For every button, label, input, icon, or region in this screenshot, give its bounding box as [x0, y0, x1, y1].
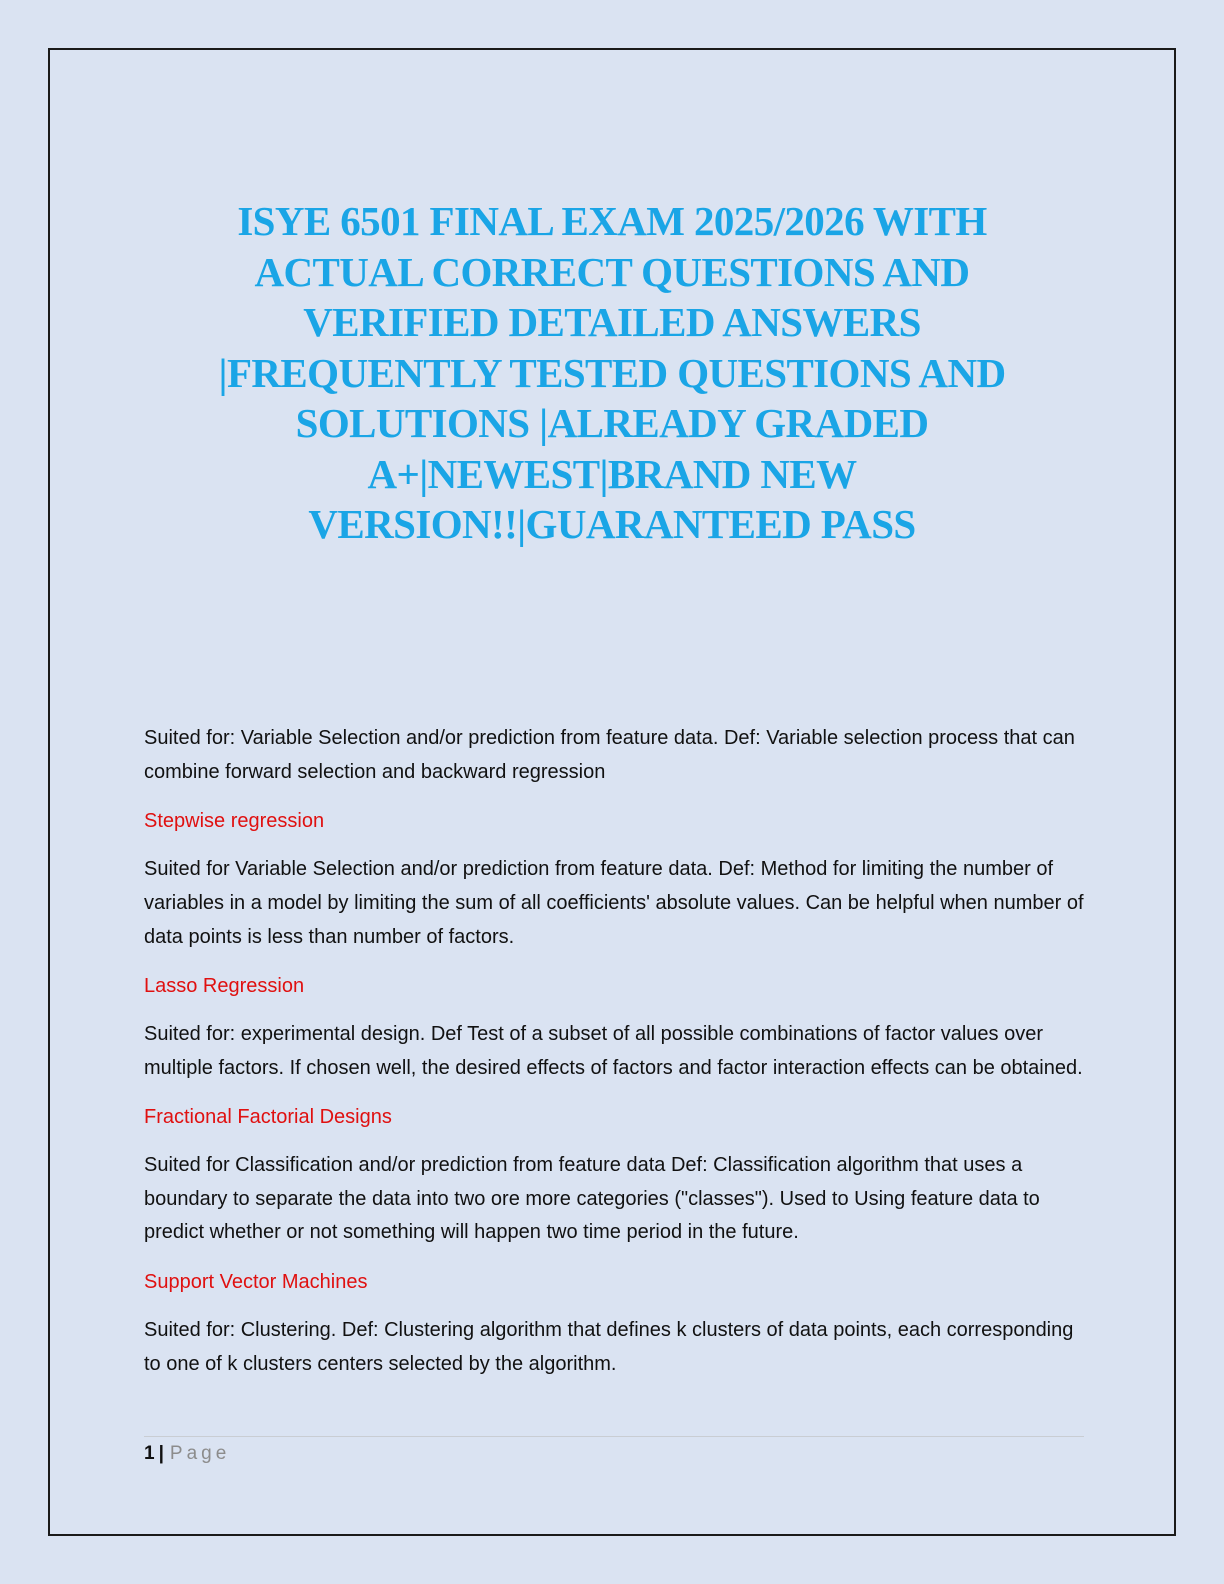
- term-heading: Lasso Regression: [144, 975, 305, 998]
- document-body: [144, 722, 1084, 1397]
- definition-paragraph: Suited for Variable Selection and/or prediction from feature data. Def: Method for limiting the number of variables in a model by limiting the sum of all coefficients' absolute values. Can be helpful when number of data points is less than number of factors.: [144, 858, 1084, 948]
- page-number: 1: [144, 1443, 155, 1464]
- term-heading: Fractional Factorial Designs: [144, 1106, 392, 1129]
- definition-paragraph: Suited for Classification and/or prediction from feature data Def: Classification algorithm that uses a boundary to separate the data into two ore more categories ("classes"). Used to Using feature data to predict whether or not something will happen two time period in the future.: [144, 1154, 1040, 1244]
- document-title: ISYE 6501 FINAL EXAM 2025/2026 WITH ACTUAL CORRECT QUESTIONS AND VERIFIED DETAILED ANSWERS |FREQUENTLY TESTED QUESTIONS AND SOLUTIONS |ALREADY GRADED A+|NEWEST|BRAND NEW VERSION!!|GUARANTEED PASS: [218, 198, 1006, 547]
- footer-divider: [144, 1436, 1084, 1437]
- definition-paragraph: Suited for: Clustering. Def: Clustering algorithm that defines k clusters of data points, each corresponding to one of k clusters centers selected by the algorithm.: [144, 1318, 1074, 1375]
- footer-separator: |: [158, 1443, 164, 1464]
- term-heading: Stepwise regression: [144, 810, 325, 833]
- definition-paragraph: Suited for: Variable Selection and/or prediction from feature data. Def: Variable selection process that can combine forward selection and backward regression: [144, 727, 1075, 783]
- page-footer: [144, 1442, 230, 1466]
- page-label: Page: [169, 1443, 231, 1464]
- definition-paragraph: Suited for: experimental design. Def Test of a subset of all possible combinations of factor values over multiple factors. If chosen well, the desired effects of factors and factor interaction effects can be obtained.: [144, 1022, 1083, 1079]
- term-heading: Support Vector Machines: [144, 1271, 368, 1294]
